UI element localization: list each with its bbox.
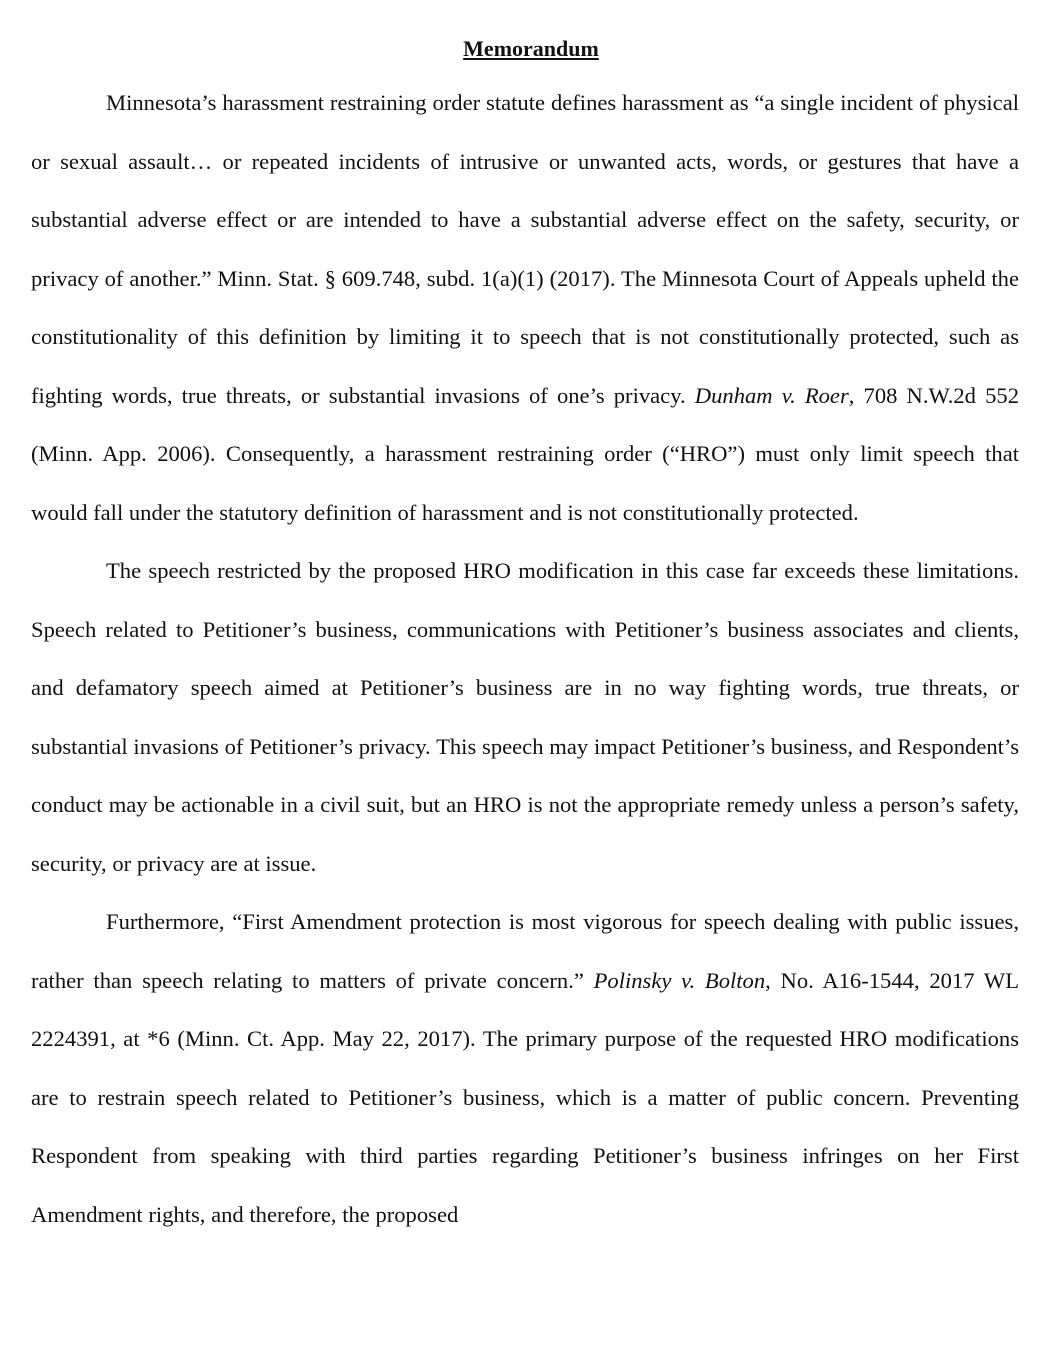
paragraph-text: , 708 N.W.2d 552 (Minn. App. 2006). Consequently, a harassment restraining order (“HRO”) must only limit speech that would fall under the statutory definition of harassment and is not constitutionally protected.	[31, 382, 1019, 525]
paragraph-first-amendment	[31, 893, 1019, 1244]
case-citation-dunham: Dunham v. Roer	[694, 382, 849, 408]
paragraph-speech-restricted	[31, 542, 1019, 893]
paragraph-text: The speech restricted by the proposed HRO modification in this case far exceeds these limitations. Speech related to Petitioner’s business, communications with Petitioner’s business associates and clients, and defamatory speech aimed at Petitioner’s business are in no way fighting words, true threats, or substantial invasions of Petitioner’s privacy. This speech may impact Petitioner’s business, and Respondent’s conduct may be actionable in a civil suit, but an HRO is not the appropriate remedy unless a person’s safety, security, or privacy are at issue.	[31, 558, 1019, 876]
case-citation-polinsky: Polinsky v. Bolton	[593, 967, 766, 993]
memo-title: Memorandum	[463, 36, 599, 61]
paragraph-text: , No. A16-1544, 2017 WL 2224391, at *6 (Minn. Ct. App. May 22, 2017). The primary purpose of the requested HRO modifications are to restrain speech related to Petitioner’s business, which is a matter of public concern. Preventing Respondent from speaking with third parties regarding Petitioner’s business infringes on her First Amendment rights, and therefore, the proposed	[31, 967, 1019, 1227]
paragraph-text: Minnesota’s harassment restraining order statute defines harassment as “a single incident of physical or sexual assault… or repeated incidents of intrusive or unwanted acts, words, or gestures that have a substantial adverse effect or are intended to have a substantial adverse effect on the safety, security, or privacy of another.” Minn. Stat. § 609.748, subd. 1(a)(1) (2017). The Minnesota Court of Appeals upheld the constitutionality of this definition by limiting it to speech that is not constitutionally protected, such as fighting words, true threats, or substantial invasions of one’s privacy.	[31, 90, 1019, 408]
paragraph-statute-definition	[31, 74, 1019, 542]
paragraph-text: Furthermore, “First Amendment protection is most vigorous for speech dealing with public issues, rather than speech relating to matters of private concern.”	[31, 909, 1019, 993]
